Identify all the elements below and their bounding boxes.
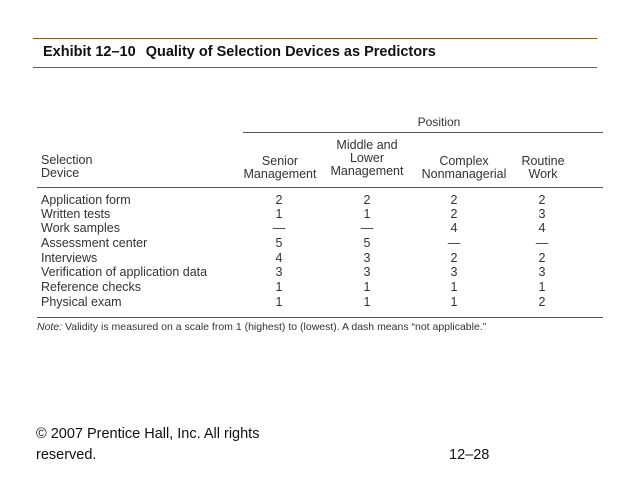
table-cell: 3 xyxy=(538,265,546,279)
table-cell: 3 xyxy=(275,265,283,279)
table-cell: 2 xyxy=(538,251,546,265)
note-label: Note: xyxy=(37,321,63,333)
table-row-device: Application form xyxy=(41,193,131,207)
table-cell: 3 xyxy=(363,251,371,265)
table-cell: 3 xyxy=(450,265,458,279)
table-cell: 1 xyxy=(275,207,283,221)
exhibit-title-text: Quality of Selection Devices as Predictors xyxy=(145,44,436,60)
column-header-middle-lower-management: Middle and Lower Management xyxy=(330,138,404,178)
table-cell: 1 xyxy=(363,207,371,221)
column-header-routine-work: Routine Work xyxy=(521,154,565,181)
table-cell: 2 xyxy=(363,193,371,207)
table-cell: 2 xyxy=(538,295,546,309)
table-cell: 1 xyxy=(275,295,283,309)
table-row-device: Verification of application data xyxy=(41,265,208,279)
table-cell: 5 xyxy=(363,236,371,250)
table-row-device: Assessment center xyxy=(41,236,148,250)
header-top-rule xyxy=(33,38,597,39)
table-bottom-rule xyxy=(37,317,603,318)
table-row-device: Reference checks xyxy=(41,280,142,294)
table-cell: 4 xyxy=(450,221,458,235)
table-note xyxy=(37,321,486,333)
table-cell: — xyxy=(272,221,286,235)
selection-device-header: Selection Device xyxy=(41,153,93,180)
selection-devices-table xyxy=(37,110,603,342)
copyright-notice: © 2007 Prentice Hall, Inc. All rights reserved. xyxy=(36,426,260,463)
table-cell: 2 xyxy=(450,251,458,265)
note-text: Validity is measured on a scale from 1 (highest) to (lowest). A dash means “not applicable.” xyxy=(65,321,487,333)
table-row-device: Work samples xyxy=(41,221,120,235)
table-cell: 1 xyxy=(450,280,458,294)
exhibit-number: Exhibit 12–10 xyxy=(43,44,136,60)
table-cell: 5 xyxy=(275,236,283,250)
column-header-complex-nonmanagerial: Complex Nonmanagerial xyxy=(421,154,507,181)
table-cell: 1 xyxy=(363,295,371,309)
exhibit-title xyxy=(43,44,436,60)
table-cell: 2 xyxy=(275,193,283,207)
table-cell: 1 xyxy=(538,280,546,294)
table-cell: 2 xyxy=(538,193,546,207)
table-cell: 4 xyxy=(275,251,283,265)
header-bottom-table-rule xyxy=(37,187,603,188)
column-header-senior-management: Senior Management xyxy=(243,154,317,181)
table-cell: 3 xyxy=(538,207,546,221)
table-cell: 1 xyxy=(275,280,283,294)
table-cell: 1 xyxy=(450,295,458,309)
table-cell: 2 xyxy=(450,193,458,207)
table-cell: — xyxy=(360,221,374,235)
table-cell: — xyxy=(447,236,461,250)
table-cell: — xyxy=(535,236,549,250)
table-cell: 2 xyxy=(450,207,458,221)
table-row-device: Interviews xyxy=(41,251,98,265)
position-group-header: Position xyxy=(417,115,461,129)
slide-number: 12–28 xyxy=(449,447,490,463)
table-cell: 4 xyxy=(538,221,546,235)
header-bottom-rule xyxy=(33,67,597,68)
table-row-device: Written tests xyxy=(41,207,111,221)
table-row-device: Physical exam xyxy=(41,295,122,309)
table-cell: 3 xyxy=(363,265,371,279)
table-cell: 1 xyxy=(363,280,371,294)
position-header-rule xyxy=(243,132,603,133)
